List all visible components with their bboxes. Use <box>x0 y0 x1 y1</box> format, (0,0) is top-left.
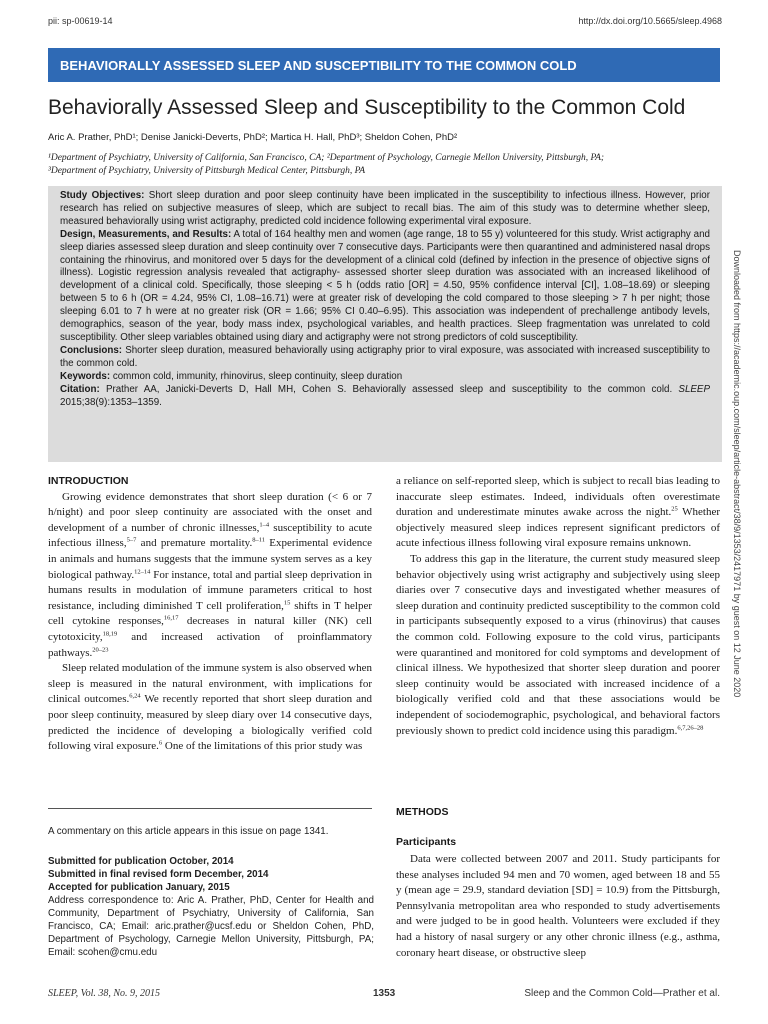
participants-heading: Participants <box>396 836 457 848</box>
intro-paragraph-3: a reliance on self-reported sleep, which is subject to recall bias leading to inaccurate sleep estimates. Indeed, individuals often overestimate duration and underestimate minutes awake across the night.$^{25}$ Whether objectively measured sleep indices represent significant predictors of acute infectious illness following viral exposure remains unknown. <box>396 475 720 550</box>
author-list: Aric A. Prather, PhD¹; Denise Janicki-Deverts, PhD²; Martica H. Hall, PhD³; Sheldon Cohen, PhD² <box>48 132 458 143</box>
intro-heading: INTRODUCTION <box>48 475 129 487</box>
submission-dates <box>48 856 269 895</box>
footnote-divider <box>48 808 372 809</box>
abstract-conclusions-label: Conclusions: <box>60 344 123 356</box>
affiliations <box>48 152 718 178</box>
abstract-design-label: Design, Measurements, and Results: <box>60 228 232 240</box>
abstract-citation-journal: SLEEP <box>678 383 710 395</box>
participants-paragraph <box>396 852 720 961</box>
abstract-citation <box>60 384 710 410</box>
banner-title: BEHAVIORALLY ASSESSED SLEEP AND SUSCEPTIBILITY TO THE COMMON COLD <box>60 57 577 73</box>
intro-paragraph-1: Growing evidence demonstrates that short sleep duration (< 6 or 7 h/night) and poor sleep continuity are associated with the onset and development of a number of chronic illnesses,$^{1-4}$ susceptibility to acute infectious illness,$^{5-7}$ and premature mortality.$^{8-11}$ Experimental evidence in animals and humans suggests that the immune system serves as a key biological pathway.$^{12-14}$ For instance, total and partial sleep deprivation in humans results in modulation of immune parameters critical to host resistance, including diminished T cell proliferation,$^{15}$ shifts in T helper cell cytokine responses,$^{16,17}$ decreases in natural killer (NK) cell cytotoxicity,$^{18,19}$ and increased activation of proinflammatory pathways.$^{20-23}$ <box>48 490 372 659</box>
abstract-box <box>48 186 722 462</box>
abstract-design-text: A total of 164 healthy men and women (age range, 18 to 55 y) volunteered for this study. Wrist actigraphy and sleep diaries assessed sleep duration and sleep continuity over 7 consecutive days. Participants were then quarantined and administered nasal drops containing the rhinovirus, and monitored over 5 days for the development of a clinical cold (defined by infection in the presence of objective signs of illness). Logistic regression analysis revealed that actigraphy- assessed shorter sleep duration was associated with an increased likelihood of development of a clinical cold. Specifically, those sleeping < 5 h (odds ratio [OR] = 4.50, 95% confidence interval [CI], 1.08–18.69) or sleeping between 5 to 6 h (OR = 4.24, 95% CI, 1.08–16.71) were at greater risk of developing the cold compared to those sleeping > 7 h per night; those sleeping 6.01 to 7 h were at no greater risk (OR = 1.66; 95% CI 0.40–6.95). This association was independent of prechallenge antibody levels, demographics, season of the year, body mass index, psychological variables, and health practices. Sleep fragmentation was unrelated to cold susceptibility. Other sleep variables obtained using diary and actigraphy were not strong predictors of cold susceptibility. <box>60 228 710 343</box>
affiliation-line-1: ¹Department of Psychiatry, University of California, San Francisco, CA; ²Department of Psychology, Carnegie Mellon University, Pittsburgh, PA; <box>48 153 605 163</box>
right-column <box>396 474 720 739</box>
abstract-conclusions <box>60 345 710 371</box>
correspondence-address: Address correspondence to: Aric A. Prather, PhD, Center for Health and Community, Department of Psychiatry, University of California, San Francisco, CA; Email: aric.prather@ucsf.edu or Sheldon Cohen, PhD, Department of Psychology, Carnegie Mellon University, Pittsburgh, PA; Email: scohen@cmu.edu <box>48 895 374 958</box>
abstract-keywords <box>60 371 710 384</box>
abstract-keywords-text: common cold, immunity, rhinovirus, sleep continuity, sleep duration <box>112 370 403 382</box>
intro-paragraph-4: To address this gap in the literature, the current study measured sleep behavior objectively using wrist actigraphy and subjectively using sleep diaries over 7 consecutive days and investigated whether measures of sleep duration and continuity predicted susceptibility to the common cold in participants subsequently exposed to a virus (rhinovirus) that causes the common cold. Following exposure to the cold virus, participants were quarantined and monitored for cold symptoms and development of clinical illness. We hypothesized that shorter sleep duration and poorer sleep continuity would be associated with increased incidence of a biologically verified cold and that these associations would be independent of sociodemographic, psychological, and behavioral factors previously shown to predict cold incidence using this paradigm.$^{6,7,26-28}$ <box>396 552 720 737</box>
download-watermark: Downloaded from https://academic.oup.com/sleep/article-abstract/38/9/1353/2417971 by guest on 12 June 2020 <box>732 250 742 698</box>
commentary-note: A commentary on this article appears in this issue on page 1341. <box>48 826 329 837</box>
accepted-date: Accepted for publication January, 2015 <box>48 881 230 893</box>
submitted-date: Submitted for publication October, 2014 <box>48 856 234 867</box>
footer-page-number: 1353 <box>373 988 396 999</box>
abstract-conclusions-text: Shorter sleep duration, measured behaviorally using actigraphy prior to viral exposure, was associated with increased susceptibility to the common cold. <box>60 344 710 369</box>
abstract-objectives-text: Short sleep duration and poor sleep continuity have been implicated in the susceptibility to infectious illness. However, prior research has relied on subjective measures of sleep, which are subject to recall bias. The aim of this study was to determine whether sleep, measured behaviorally using wrist actigraphy, predicted cold incidence following experimental viral exposure. <box>60 190 710 227</box>
footer-journal: SLEEP, Vol. 38, No. 9, 2015 <box>48 988 161 999</box>
abstract-citation-label: Citation: <box>60 383 100 395</box>
abstract-objectives-label: Study Objectives: <box>60 190 145 201</box>
section-banner <box>48 48 720 82</box>
left-column <box>48 474 372 755</box>
abstract-citation-ref: 2015;38(9):1353–1359. <box>60 396 162 408</box>
abstract-design <box>60 229 710 345</box>
doi-link[interactable]: http://dx.doi.org/10.5665/sleep.4968 <box>578 16 722 26</box>
footer-running-title: Sleep and the Common Cold—Prather et al. <box>524 988 720 999</box>
revised-date: Submitted in final revised form December, 2014 <box>48 868 269 880</box>
intro-paragraph-2: Sleep related modulation of the immune system is also observed when sleep is measured in the natural environment, with implications for clinical outcomes.$^{6,24}$ We recently reported that short sleep duration and poor sleep continuity, measured by sleep diary over 14 consecutive days, predicted the incidence of developing a biologically verified cold following viral exposure.$^6$ One of the limitations of this prior study was <box>48 662 372 753</box>
abstract-objectives <box>60 190 710 229</box>
pii-label: pii: sp-00619-14 <box>48 16 113 26</box>
abstract-keywords-label: Keywords: <box>60 370 111 382</box>
affiliation-line-2: ³Department of Psychiatry, University of Pittsburgh Medical Center, Pittsburgh, PA <box>48 166 366 176</box>
abstract-citation-text: Prather AA, Janicki-Deverts D, Hall MH, Cohen S. Behaviorally assessed sleep and susceptibility to the common cold. <box>105 383 673 395</box>
methods-heading: METHODS <box>396 806 449 818</box>
article-title: Behaviorally Assessed Sleep and Susceptibility to the Common Cold <box>48 96 686 119</box>
participants-text: Data were collected between 2007 and 2011. Study participants for these analyses included 94 men and 70 women, aged between 18 and 55 y (mean age = 29.9, standard deviation [SD] = 10.9) from the Pittsburgh, Pennsylvania metropolitan area who responded to study advertisements and were judged to be in good health. Volunteers were excluded if they had a history of nasal surgery or any other chronic illness (e.g., asthma, coronary heart disease, or obstructive sleep <box>396 853 720 959</box>
